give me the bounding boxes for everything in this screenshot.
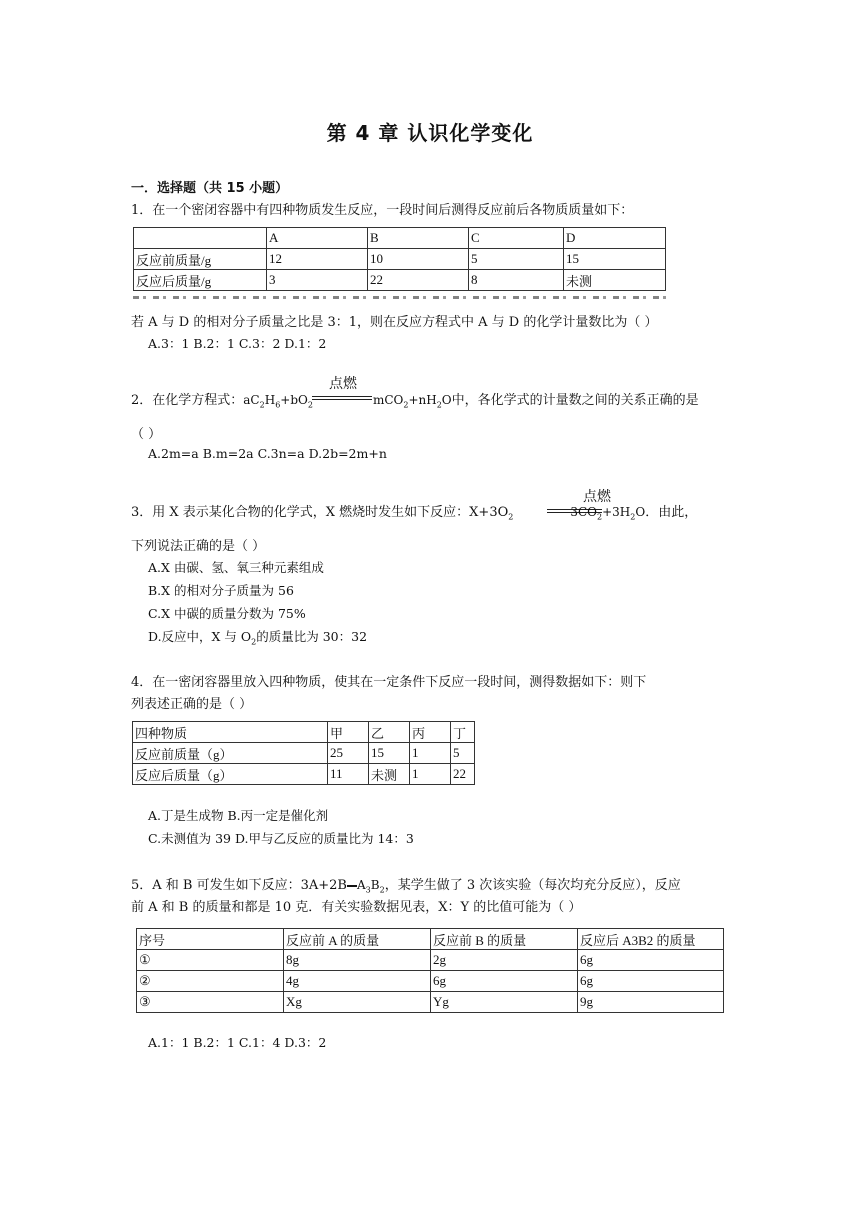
q5-cell: ③ — [137, 992, 284, 1013]
q1-cell: 反应前质量/g — [134, 249, 267, 270]
q3-option-a: A.X 由碳、氢、氧三种元素组成 — [148, 560, 324, 575]
q5-header-cell: 反应前 A 的质量 — [284, 929, 431, 950]
q1-table — [133, 227, 666, 291]
q4-header-cell: 丙 — [410, 722, 451, 743]
q3-line2: 下列说法正确的是（ ） — [131, 539, 266, 554]
section-heading: 一．选择题（共 15 小题） — [131, 181, 289, 196]
q1-cell: 10 — [368, 249, 469, 270]
q2-condition: 点燃 — [329, 376, 357, 392]
q2-line2: （ ） — [131, 427, 162, 442]
q5-cell: 6g — [578, 950, 724, 971]
q1-cell: 未测 — [564, 270, 666, 291]
q3-suffix: ．由此， — [645, 505, 698, 520]
q5-cell: 6g — [431, 971, 578, 992]
q1-cell: 3 — [267, 270, 368, 291]
q1-header-cell — [134, 228, 267, 249]
q5-stem1 — [131, 874, 681, 894]
q5-options: A.1：1 B.2：1 C.1：4 D.3：2 — [148, 1035, 327, 1050]
q4-cell: 反应前质量（g） — [133, 743, 328, 764]
q3-prefix: 3．用 X 表示某化合物的化学式，X 燃烧时发生如下反应：X+3O — [131, 505, 509, 520]
q5-cell: 9g — [578, 992, 724, 1013]
q5-header-cell: 序号 — [137, 929, 284, 950]
q3-option-d: D.反应中，X 与 $O_2$的质量比为 30：32 — [148, 629, 368, 647]
q5-stem2: 前 A 和 B 的质量和都是 10 克．有关实验数据见表，X：Y 的比值可能为（ ） — [131, 900, 582, 915]
page-title: 第 4 章 认识化学变化 — [326, 121, 534, 145]
q2-stem — [131, 389, 699, 409]
q5-cell: Xg — [284, 992, 431, 1013]
q1-cell: 22 — [368, 270, 469, 291]
q3-option-d-tail: 的质量比为 30：32 — [256, 629, 368, 644]
q5-stem1-tail: ，某学生做了 3 次该实验（每次均充分反应），反应 — [384, 878, 681, 893]
q5-equals-bar — [347, 885, 357, 887]
q4-cell: 反应后质量（g） — [133, 764, 328, 785]
q3-option-b: B.X 的相对分子质量为 56 — [148, 583, 294, 598]
q4-table — [132, 721, 475, 785]
q1-cell: 8 — [469, 270, 564, 291]
q1-stem: 1．在一个密闭容器中有四种物质发生反应，一段时间后测得反应前后各物质质量如下： — [131, 203, 634, 218]
q1-cell: 15 — [564, 249, 666, 270]
q5-header-cell: 反应前 B 的质量 — [431, 929, 578, 950]
q3-stem: 3．用 X 表示某化合物的化学式，X 燃烧时发生如下反应：$X+3O_2$ $3CO_2+3H_2O$．由此， — [131, 505, 698, 522]
q4-options-line1: A.丁是生成物 B.丙一定是催化剂 — [148, 808, 329, 823]
q4-cell: 1 — [410, 764, 451, 785]
q1-header-cell: C — [469, 228, 564, 249]
q5-cell: 2g — [431, 950, 578, 971]
q4-header-cell: 甲 — [328, 722, 369, 743]
q5-cell: ② — [137, 971, 284, 992]
q5-cell: ① — [137, 950, 284, 971]
q4-header-cell: 丁 — [451, 722, 475, 743]
q4-cell: 11 — [328, 764, 369, 785]
q5-cell: 8g — [284, 950, 431, 971]
q1-header-cell: D — [564, 228, 666, 249]
q1-stem2: 若 A 与 D 的相对分子质量之比是 3：1，则在反应方程式中 A 与 D 的化学计量数比为（ ） — [131, 315, 658, 330]
q4-cell: 25 — [328, 743, 369, 764]
q3-condition: 点燃 — [583, 489, 611, 505]
q2-equation-right: $mCO_2+nH_2O$ — [372, 393, 452, 410]
q4-cell: 15 — [369, 743, 410, 764]
q3-option-d-head: D.反应中，X 与 O — [148, 629, 252, 644]
q4-cell: 22 — [451, 764, 475, 785]
scan-artifact — [133, 296, 669, 299]
q4-stem2: 列表述正确的是（ ） — [131, 697, 253, 712]
q4-cell: 1 — [410, 743, 451, 764]
q4-header-cell: 乙 — [369, 722, 410, 743]
q5-header-cell: 反应后 A3B2 的质量 — [578, 929, 724, 950]
q4-header-cell: 四种物质 — [133, 722, 328, 743]
q5-cell: Yg — [431, 992, 578, 1013]
q2-suffix: 中，各化学式的计量数之间的关系正确的是 — [451, 393, 699, 408]
q2-options: A.2m=a B.m=2a C.3n=a D.2b=2m+n — [148, 446, 387, 461]
q1-cell: 反应后质量/g — [134, 270, 267, 291]
q2-equation-left: $aC_2H_6+bO_2$ — [243, 393, 313, 410]
q1-header-cell: A — [267, 228, 368, 249]
q5-product: $A_3B_2$ — [357, 878, 385, 895]
q3-option-c: C.X 中碳的质量分数为 75% — [148, 606, 306, 621]
q5-cell: 4g — [284, 971, 431, 992]
q1-cell: 12 — [267, 249, 368, 270]
q5-stem1-head: 5．A 和 B 可发生如下反应：3A+2B — [131, 878, 347, 893]
q1-cell: 5 — [469, 249, 564, 270]
q4-cell: 5 — [451, 743, 475, 764]
q3-equation-right: $3CO_2+3H_2O$ — [570, 505, 646, 522]
q2-prefix: 2．在化学方程式： — [131, 393, 244, 408]
q5-table — [136, 928, 724, 1013]
q1-options: A.3：1 B.2：1 C.3：2 D.1：2 — [148, 336, 327, 351]
q4-stem1: 4．在一密闭容器里放入四种物质，使其在一定条件下反应一段时间，测得数据如下：则下 — [131, 675, 647, 690]
q1-header-cell: B — [368, 228, 469, 249]
q4-options-line2: C.未测值为 39 D.甲与乙反应的质量比为 14：3 — [148, 831, 414, 846]
q5-cell: 6g — [578, 971, 724, 992]
q4-cell: 未测 — [369, 764, 410, 785]
